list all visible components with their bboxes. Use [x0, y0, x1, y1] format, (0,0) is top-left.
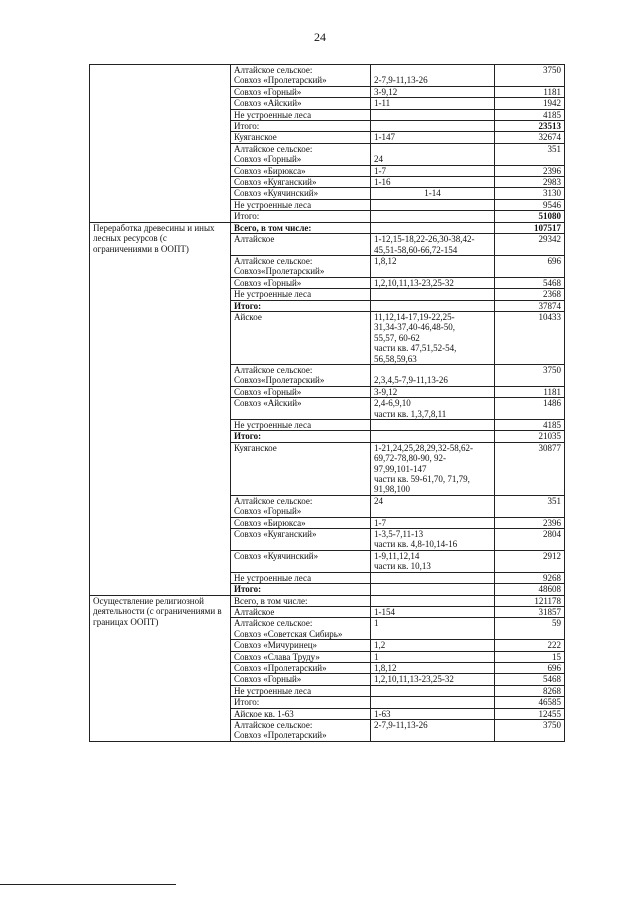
forestry-name-cell	[231, 165, 371, 176]
quarter-numbers: 1-12,15-18,22-26,30-38,42-	[374, 234, 475, 245]
area-cell: 696	[495, 255, 565, 277]
quarters-cell	[371, 584, 495, 595]
quarters-cell	[371, 708, 495, 719]
area-cell: 1942	[495, 98, 565, 109]
forestry-name-cell	[231, 143, 371, 165]
forestry-name-cell	[231, 618, 371, 640]
quarter-numbers: 91,98,100	[374, 484, 410, 495]
area-cell: 107517	[495, 222, 565, 233]
quarter-numbers: 2-7,9-11,13-26	[374, 75, 428, 86]
quarters-cell	[371, 640, 495, 651]
forestry-name-cell	[231, 364, 371, 386]
quarters-cell	[371, 255, 495, 277]
area-cell: 3130	[495, 188, 565, 199]
area-cell: 5468	[495, 277, 565, 288]
quarter-numbers	[374, 211, 491, 221]
quarters-cell	[371, 199, 495, 210]
quarter-numbers: 1-3,5-7,11-13	[374, 529, 424, 540]
forestry-name: Алтайское сельское:	[234, 719, 313, 730]
quarter-numbers: 69,72-78,80-90, 92-	[374, 453, 446, 464]
area-cell: 2396	[495, 517, 565, 528]
quarters-cell	[371, 188, 495, 199]
forestry-name: Алтайское	[234, 606, 275, 617]
table-row	[90, 595, 565, 606]
forestry-name: Совхоз«Пролетарский»	[234, 266, 325, 277]
forestry-name-cell	[231, 685, 371, 696]
area-cell: 9268	[495, 572, 565, 583]
forestry-name: Итого:	[234, 300, 262, 311]
area-cell: 10433	[495, 311, 565, 364]
quarters-cell	[371, 289, 495, 300]
forestry-name: Совхоз «Куячинский»	[234, 188, 319, 199]
forestry-name: Алтайское сельское:	[234, 618, 313, 629]
forestry-name: Итого:	[234, 697, 260, 708]
area-cell: 51080	[495, 211, 565, 222]
forestry-name: Совхоз«Пролетарский»	[234, 375, 325, 386]
area-cell: 4185	[495, 420, 565, 431]
quarter-numbers: 1,2,10,11,13-23,25-32	[374, 674, 454, 685]
quarter-numbers	[374, 584, 491, 594]
forestry-name-cell	[231, 662, 371, 673]
forestry-name-cell	[231, 606, 371, 617]
quarters-cell	[371, 132, 495, 143]
forestry-name: Совхоз «Куяганский»	[234, 177, 317, 188]
forestry-name-cell	[231, 86, 371, 97]
quarter-numbers	[374, 573, 491, 583]
quarters-cell	[371, 719, 495, 741]
forestry-name-cell	[231, 234, 371, 256]
footnote-rule	[0, 884, 176, 885]
quarter-numbers: 1-9,11,12,14	[374, 550, 420, 561]
quarters-cell	[371, 143, 495, 165]
quarters-cell	[371, 211, 495, 222]
forestry-name: Не устроенные леса	[234, 109, 312, 120]
area-cell: 1181	[495, 86, 565, 97]
quarter-numbers	[374, 420, 491, 430]
area-cell: 351	[495, 143, 565, 165]
forestry-name: Совхоз «Бирюкса»	[234, 517, 306, 528]
area-cell: 9546	[495, 199, 565, 210]
forestry-name: Айское	[234, 311, 262, 322]
area-cell: 12455	[495, 708, 565, 719]
area-cell: 351	[495, 495, 565, 517]
forestry-name: Совхоз «Куяганский»	[234, 529, 317, 540]
quarter-numbers: 11,12,14-17,19-22,25-	[374, 311, 455, 322]
forestry-name: Совхоз «Слава Труду»	[234, 651, 320, 662]
area-cell: 21035	[495, 431, 565, 442]
quarters-cell	[371, 364, 495, 386]
quarters-cell	[371, 517, 495, 528]
forestry-name-cell	[231, 697, 371, 708]
area-cell: 5468	[495, 674, 565, 685]
forestry-name-cell	[231, 255, 371, 277]
forestry-name: Не устроенные леса	[234, 199, 312, 210]
quarter-numbers	[374, 144, 491, 154]
quarters-cell	[371, 277, 495, 288]
quarter-numbers: 3-9,12	[374, 86, 398, 97]
quarter-numbers: 3-9,12	[374, 386, 398, 397]
quarter-numbers	[374, 596, 491, 606]
quarters-cell	[371, 177, 495, 188]
quarter-numbers: 1	[374, 618, 379, 629]
area-cell: 3750	[495, 364, 565, 386]
forestry-name-cell	[231, 386, 371, 397]
forestry-name-cell	[231, 211, 371, 222]
quarters-cell	[371, 386, 495, 397]
forestry-name: Куяганское	[234, 132, 277, 143]
forestry-name-cell	[231, 420, 371, 431]
quarter-numbers: 24	[374, 154, 383, 165]
quarters-cell	[371, 311, 495, 364]
quarters-cell	[371, 65, 495, 87]
quarter-numbers: части кв. 1,3,7,8,11	[374, 408, 447, 419]
quarter-numbers: 24	[374, 495, 383, 506]
forestry-name: Совхоз «Айский»	[234, 98, 302, 109]
forestry-name-cell	[231, 177, 371, 188]
forestry-name-cell	[231, 640, 371, 651]
forestry-name-cell	[231, 222, 371, 233]
activity-cell: Переработка древесины и иных лесных ресурсов (с ограничениями в ООПТ)	[90, 222, 231, 595]
forestry-name: Совхоз «Горный»	[234, 674, 302, 685]
forestry-name: Куяганское	[234, 442, 277, 453]
forestry-name-cell	[231, 300, 371, 311]
area-cell: 3750	[495, 719, 565, 741]
quarter-numbers	[374, 365, 491, 375]
quarter-numbers: 1-154	[374, 606, 395, 617]
table-row	[90, 222, 565, 233]
area-cell: 32674	[495, 132, 565, 143]
quarters-cell	[371, 495, 495, 517]
forestry-name: Совхоз «Горный»	[234, 506, 302, 517]
forestry-name: Алтайское	[234, 234, 275, 245]
forestry-name: Совхоз «Бирюкса»	[234, 165, 306, 176]
quarters-cell	[371, 550, 495, 572]
area-cell: 31857	[495, 606, 565, 617]
area-cell: 30877	[495, 442, 565, 495]
quarter-numbers	[374, 289, 491, 299]
quarter-numbers	[374, 121, 491, 131]
quarter-numbers	[374, 301, 491, 311]
forestry-name-cell	[231, 572, 371, 583]
forestry-name: Не устроенные леса	[234, 685, 312, 696]
forestry-name-cell	[231, 398, 371, 420]
quarters-cell	[371, 234, 495, 256]
quarters-cell	[371, 431, 495, 442]
quarter-numbers: 55,57, 60-62	[374, 332, 420, 343]
area-cell: 1181	[495, 386, 565, 397]
activity-cell: Осуществление религиозной деятельности (с ограничениями в границах ООПТ)	[90, 595, 231, 741]
quarters-cell	[371, 442, 495, 495]
quarter-numbers: части кв. 4,8-10,14-16	[374, 539, 458, 550]
quarters-cell	[371, 109, 495, 120]
quarter-numbers: части кв. 10,13	[374, 561, 431, 572]
forestry-name-cell	[231, 431, 371, 442]
quarters-cell	[371, 86, 495, 97]
quarter-numbers: части кв. 59-61,70, 71,79,	[374, 474, 470, 485]
forestry-name: Итого:	[234, 431, 262, 442]
quarter-numbers: 1	[374, 651, 379, 662]
area-cell: 1486	[495, 398, 565, 420]
quarters-cell	[371, 685, 495, 696]
forestry-name: Совхоз «Пролетарский»	[234, 662, 327, 673]
quarter-numbers	[374, 697, 491, 707]
forestry-name: Совхоз «Пролетарский»	[234, 75, 327, 86]
forestry-name-cell	[231, 674, 371, 685]
quarters-cell	[371, 662, 495, 673]
quarters-cell	[371, 595, 495, 606]
quarter-numbers: 97,99,101-147	[374, 463, 427, 474]
quarter-numbers	[374, 110, 491, 120]
area-cell: 2396	[495, 165, 565, 176]
forestry-name: Совхоз «Куячинский»	[234, 550, 319, 561]
forestry-name: Итого:	[234, 211, 260, 222]
area-cell: 59	[495, 618, 565, 640]
quarter-numbers: 1-7	[374, 517, 386, 528]
forestry-name: Совхоз «Мичуринец»	[234, 640, 318, 651]
forestry-name-cell	[231, 277, 371, 288]
quarter-numbers: 2,3,4,5-7,9-11,13-26	[374, 375, 448, 386]
forestry-name: Всего, в том числе:	[234, 595, 308, 606]
forestry-name-cell	[231, 517, 371, 528]
forestry-name-cell	[231, 311, 371, 364]
forestry-name-cell	[231, 529, 371, 551]
forestry-name: Совхоз «Пролетарский»	[234, 730, 327, 741]
quarters-cell	[371, 98, 495, 109]
quarter-numbers	[374, 65, 491, 75]
quarters-cell	[371, 606, 495, 617]
quarter-numbers	[374, 223, 491, 233]
quarter-numbers	[374, 200, 491, 210]
forestry-name: Совхоз «Горный»	[234, 277, 302, 288]
forestry-name: Совхоз «Горный»	[234, 86, 302, 97]
page-number: 24	[314, 30, 326, 44]
forestry-name: Совхоз «Горный»	[234, 154, 302, 165]
forestry-name: Совхоз «Советская Сибирь»	[234, 628, 343, 639]
quarter-numbers: 56,58,59,63	[374, 353, 417, 364]
forestry-name-cell	[231, 121, 371, 132]
area-cell: 2912	[495, 550, 565, 572]
area-cell: 37874	[495, 300, 565, 311]
quarter-numbers: 1,8,12	[374, 662, 397, 673]
activity-cell	[90, 65, 231, 223]
quarter-numbers: 2-7,9-11,13-26	[374, 719, 428, 730]
area-cell: 3750	[495, 65, 565, 87]
quarter-numbers: 1-147	[374, 132, 395, 143]
quarters-cell	[371, 651, 495, 662]
quarter-numbers: 1-11	[374, 98, 391, 109]
quarters-cell	[371, 618, 495, 640]
forestry-name-cell	[231, 495, 371, 517]
forest-use-table	[89, 64, 565, 742]
quarter-numbers: части кв. 47,51,52-54,	[374, 343, 457, 354]
area-cell: 222	[495, 640, 565, 651]
forestry-name: Не устроенные леса	[234, 289, 312, 300]
quarter-numbers: 1,2	[374, 640, 386, 651]
quarter-numbers: 1-63	[374, 708, 391, 719]
quarter-numbers: 1-21,24,25,28,29,32-58,62-	[374, 442, 473, 453]
quarters-cell	[371, 398, 495, 420]
forestry-name-cell	[231, 65, 371, 87]
quarter-numbers	[374, 686, 491, 696]
area-cell: 2804	[495, 529, 565, 551]
forestry-name: Алтайское сельское:	[234, 65, 313, 75]
forestry-name-cell	[231, 708, 371, 719]
quarters-cell	[371, 165, 495, 176]
area-cell: 8268	[495, 685, 565, 696]
forestry-name: Алтайское сельское:	[234, 364, 313, 375]
quarters-cell	[371, 529, 495, 551]
quarters-cell	[371, 121, 495, 132]
quarter-numbers	[374, 431, 491, 441]
forestry-name: Алтайское сельское:	[234, 255, 313, 266]
forestry-name: Не устроенные леса	[234, 572, 312, 583]
quarters-cell	[371, 674, 495, 685]
quarters-cell	[371, 420, 495, 431]
area-cell: 23513	[495, 121, 565, 132]
quarter-numbers: 45,51-58,60-66,72-154	[374, 244, 458, 255]
quarters-cell	[371, 572, 495, 583]
forestry-name-cell	[231, 651, 371, 662]
forestry-name: Алтайское сельское:	[234, 495, 313, 506]
forestry-name: Итого:	[234, 584, 262, 595]
forestry-name-cell	[231, 188, 371, 199]
area-cell: 2983	[495, 177, 565, 188]
forestry-name-cell	[231, 584, 371, 595]
area-cell: 696	[495, 662, 565, 673]
quarters-cell	[371, 300, 495, 311]
forestry-name-cell	[231, 98, 371, 109]
forestry-name-cell	[231, 442, 371, 495]
forestry-name-cell	[231, 109, 371, 120]
forestry-name-cell	[231, 289, 371, 300]
forestry-name: Алтайское сельское:	[234, 143, 313, 154]
forestry-name: Итого:	[234, 121, 260, 132]
quarter-numbers: 1-16	[374, 177, 391, 188]
area-cell: 2368	[495, 289, 565, 300]
area-cell: 46585	[495, 697, 565, 708]
quarters-cell	[371, 697, 495, 708]
area-cell: 48608	[495, 584, 565, 595]
area-cell: 15	[495, 651, 565, 662]
forestry-name-cell	[231, 199, 371, 210]
forestry-name-cell	[231, 132, 371, 143]
quarter-numbers: 1,8,12	[374, 255, 397, 266]
forestry-name-cell	[231, 595, 371, 606]
forestry-name: Совхоз «Айский»	[234, 398, 302, 409]
forestry-name: Совхоз «Горный»	[234, 386, 302, 397]
quarter-numbers: 2,4-6,9,10	[374, 398, 411, 409]
quarter-numbers: 1-14	[424, 188, 441, 199]
table-row	[90, 65, 565, 87]
area-cell: 4185	[495, 109, 565, 120]
quarters-cell	[371, 222, 495, 233]
quarter-numbers: 31,34-37,40-46,48-50,	[374, 322, 455, 333]
quarter-numbers: 1-7	[374, 165, 386, 176]
forestry-name: Всего, в том числе:	[234, 222, 312, 233]
quarter-numbers: 1,2,10,11,13-23,25-32	[374, 277, 454, 288]
forestry-name: Айское кв. 1-63	[234, 708, 294, 719]
forestry-name-cell	[231, 550, 371, 572]
area-cell: 29342	[495, 234, 565, 256]
forestry-name-cell	[231, 719, 371, 741]
forestry-name: Не устроенные леса	[234, 420, 312, 430]
area-cell: 121178	[495, 595, 565, 606]
